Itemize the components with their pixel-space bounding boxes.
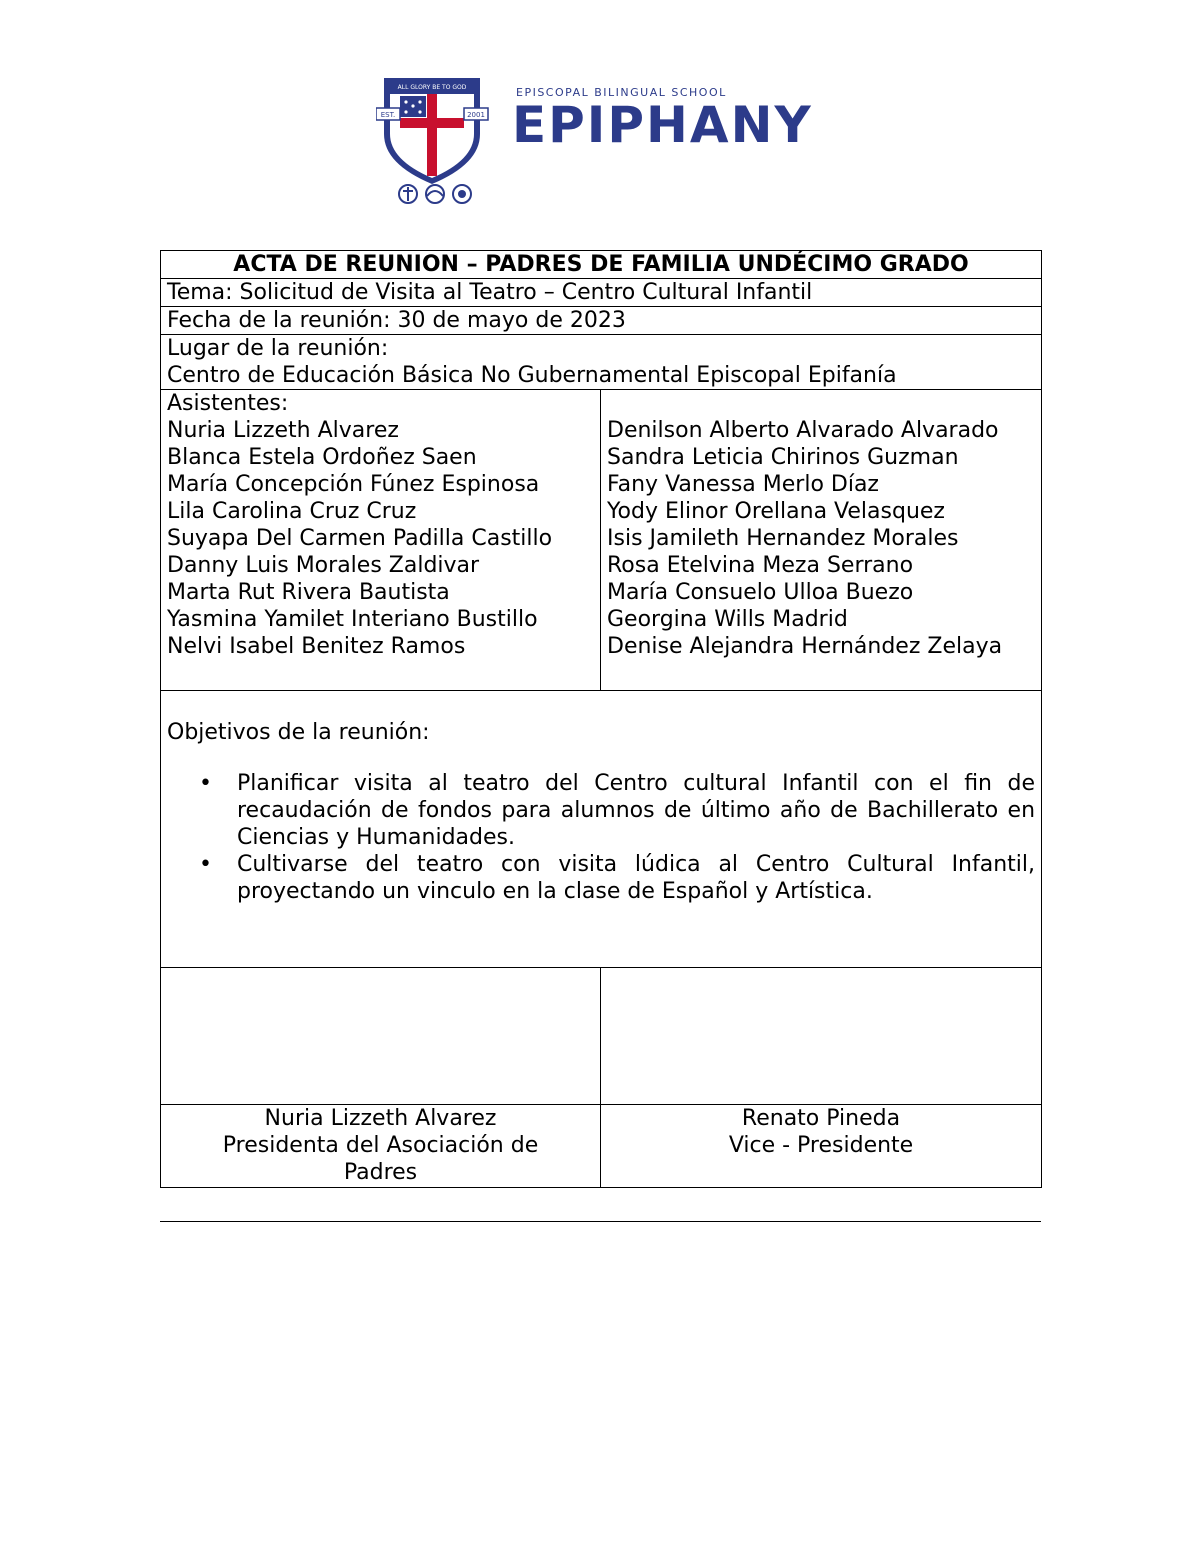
asistente-name: Suyapa Del Carmen Padilla Castillo — [167, 526, 553, 551]
tema-row: Tema: Solicitud de Visita al Teatro – Centro Cultural Infantil — [161, 279, 1042, 307]
asistente-name: Yody Elinor Orellana Velasquez — [607, 499, 945, 524]
crest-banner: ALL GLORY BE TO GOD — [397, 84, 467, 91]
asistente-name: Yasmina Yamilet Interiano Bustillo — [167, 607, 538, 632]
objetivos-list — [167, 770, 1035, 905]
acta-table — [160, 250, 1042, 1188]
asistente-name: Sandra Leticia Chirinos Guzman — [607, 445, 959, 470]
asistente-name: María Concepción Fúnez Espinosa — [167, 472, 540, 497]
asistente-name: Marta Rut Rivera Bautista — [167, 580, 450, 605]
asistente-name: María Consuelo Ulloa Buezo — [607, 580, 914, 605]
asistente-name: Denilson Alberto Alvarado Alvarado — [607, 418, 999, 443]
crest-est: EST. — [380, 111, 396, 119]
asistentes-right-col — [601, 390, 1042, 691]
bottom-divider — [160, 1221, 1041, 1222]
signer-role: Presidenta del Asociación de Padres — [222, 1133, 539, 1185]
asistente-name: Danny Luis Morales Zaldivar — [167, 553, 480, 578]
asistente-name: Nelvi Isabel Benitez Ramos — [167, 634, 466, 659]
lugar-label: Lugar de la reunión: — [167, 336, 389, 361]
signature-right — [601, 1105, 1042, 1188]
asistente-name: Lila Carolina Cruz Cruz — [167, 499, 417, 524]
crest-year: 2001 — [467, 111, 485, 119]
asistente-name: Rosa Etelvina Meza Serrano — [607, 553, 914, 578]
asistente-name: Isis Jamileth Hernandez Morales — [607, 526, 959, 551]
objetivos-label: Objetivos de la reunión: — [167, 720, 430, 745]
signer-role: Vice - Presidente — [728, 1133, 914, 1158]
acta-title: ACTA DE REUNION – PADRES DE FAMILIA UNDÉCIMO GRADO — [161, 251, 1042, 279]
objetivo-item: • Planificar visita al teatro del Centro cultural Infantil con el fin de recaudación de fondos para alumnos de último año de Bachillerato en Ciencias y Humanidades. — [237, 770, 1035, 851]
asistente-name: Blanca Estela Ordoñez Saen — [167, 445, 477, 470]
signature-left — [161, 1105, 601, 1188]
asistentes-label: Asistentes: — [167, 391, 289, 416]
fecha-row: Fecha de la reunión: 30 de mayo de 2023 — [161, 307, 1042, 335]
school-subtitle: EPISCOPAL BILINGUAL SCHOOL — [516, 86, 727, 99]
signer-name: Renato Pineda — [741, 1106, 901, 1131]
lugar-value: Centro de Educación Básica No Gubernamental Episcopal Epifanía — [167, 363, 897, 388]
school-name: EPIPHANY — [512, 96, 813, 154]
asistente-name: Georgina Wills Madrid — [607, 607, 848, 632]
asistente-name: Denise Alejandra Hernández Zelaya — [607, 634, 1003, 659]
objetivos-section — [161, 691, 1042, 968]
signer-name: Nuria Lizzeth Alvarez — [264, 1106, 497, 1131]
asistente-name: Nuria Lizzeth Alvarez — [167, 418, 399, 443]
asistentes-left-col — [161, 390, 601, 691]
school-logo — [376, 72, 826, 208]
asistente-name: Fany Vanessa Merlo Díaz — [607, 472, 879, 497]
signature-space-right — [601, 968, 1042, 1105]
signature-space-left — [161, 968, 601, 1105]
lugar-row — [161, 335, 1042, 390]
objetivo-item: • Cultivarse del teatro con visita lúdica al Centro Cultural Infantil, proyectando un vinculo en la clase de Español y Artística. — [237, 851, 1035, 905]
crest-icon — [376, 72, 511, 208]
